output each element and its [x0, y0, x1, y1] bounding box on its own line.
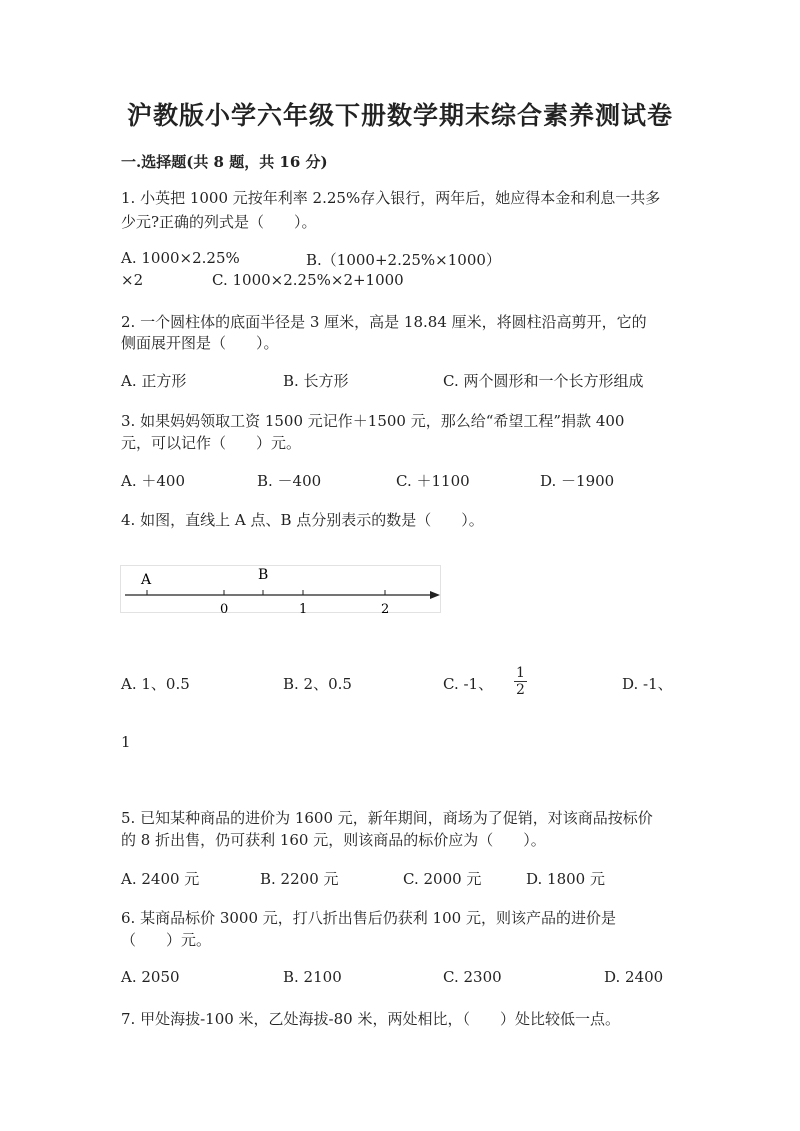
q4-option-b: B. 2、0.5 — [283, 675, 352, 693]
tick-label-0: 0 — [220, 602, 229, 617]
q1-stem-line2: 少元?正确的列式是（ ）。 — [121, 213, 317, 231]
q5-stem-line2: 的 8 折出售，仍可获利 160 元，则该商品的标价应为（ ）。 — [121, 831, 546, 849]
q2-stem-line1: 2. 一个圆柱体的底面半径是 3 厘米，高是 18.84 厘米，将圆柱沿高剪开，它的 — [121, 313, 647, 331]
point-a-label: A — [141, 572, 152, 588]
q3-option-d: D. －1900 — [540, 472, 615, 490]
figure-border — [121, 566, 441, 613]
q5-option-a: A. 2400 元 — [121, 870, 200, 888]
q6-option-d: D. 2400 — [604, 968, 664, 986]
section-heading: 一.选择题(共 8 题，共 16 分) — [121, 153, 328, 171]
q1-option-a: A. 1000×2.25% — [121, 249, 240, 267]
q4-option-c: C. -1、 — [443, 675, 494, 693]
q4-stem: 4. 如图，直线上 A 点、B 点分别表示的数是（ ）。 — [121, 511, 484, 529]
q2-stem-line2: 侧面展开图是（ ）。 — [121, 334, 279, 352]
q2-option-b: B. 长方形 — [283, 372, 349, 390]
q1-option-c: C. 1000×2.25%×2+1000 — [212, 271, 404, 289]
q3-option-b: B. －400 — [257, 472, 322, 490]
point-b-label: B — [258, 567, 269, 583]
q6-option-a: A. 2050 — [121, 968, 180, 986]
q4-option-d: D. -1、 — [622, 675, 673, 693]
tick-label-2: 2 — [381, 602, 390, 617]
number-line-figure — [120, 560, 450, 620]
fraction-denominator: 2 — [516, 682, 525, 698]
q4-option-a: A. 1、0.5 — [121, 675, 190, 693]
fraction-numerator: 1 — [516, 665, 525, 681]
q3-option-a: A. ＋400 — [121, 472, 185, 490]
q3-stem-line1: 3. 如果妈妈领取工资 1500 元记作＋1500 元，那么给“希望工程”捐款 400 — [121, 412, 625, 430]
q6-option-c: C. 2300 — [443, 968, 502, 986]
q6-option-b: B. 2100 — [283, 968, 342, 986]
q6-stem-line1: 6. 某商品标价 3000 元，打八折出售后仍获利 100 元，则该产品的进价是 — [121, 909, 616, 927]
q3-option-c: C. ＋1100 — [396, 472, 470, 490]
q1-option-b: B.（1000+2.25%×1000） — [306, 251, 501, 269]
q3-stem-line2: 元，可以记作（ ）元。 — [121, 434, 302, 452]
q2-option-a: A. 正方形 — [121, 372, 187, 390]
page-title: 沪教版小学六年级下册数学期末综合素养测试卷 — [126, 101, 673, 130]
tick-label-1: 1 — [299, 602, 308, 617]
q4-option-c-fraction — [514, 665, 527, 698]
q7-stem: 7. 甲处海拔-100 米，乙处海拔-80 米，两处相比，（ ）处比较低一点。 — [121, 1010, 620, 1028]
q5-option-d: D. 1800 元 — [526, 870, 605, 888]
number-line-arrow — [430, 591, 440, 599]
q5-option-c: C. 2000 元 — [403, 870, 482, 888]
q5-option-b: B. 2200 元 — [260, 870, 339, 888]
q2-option-c: C. 两个圆形和一个长方形组成 — [443, 372, 644, 390]
q4-option-d-continued: 1 — [121, 733, 131, 751]
q6-stem-line2: （ ）元。 — [121, 931, 212, 949]
q5-stem-line1: 5. 已知某种商品的进价为 1600 元，新年期间，商场为了促销，对该商品按标价 — [121, 809, 653, 827]
q1-option-b-continued: ×2 — [121, 271, 144, 289]
q1-stem-line1: 1. 小英把 1000 元按年利率 2.25%存入银行，两年后，她应得本金和利息一共多 — [121, 189, 661, 207]
